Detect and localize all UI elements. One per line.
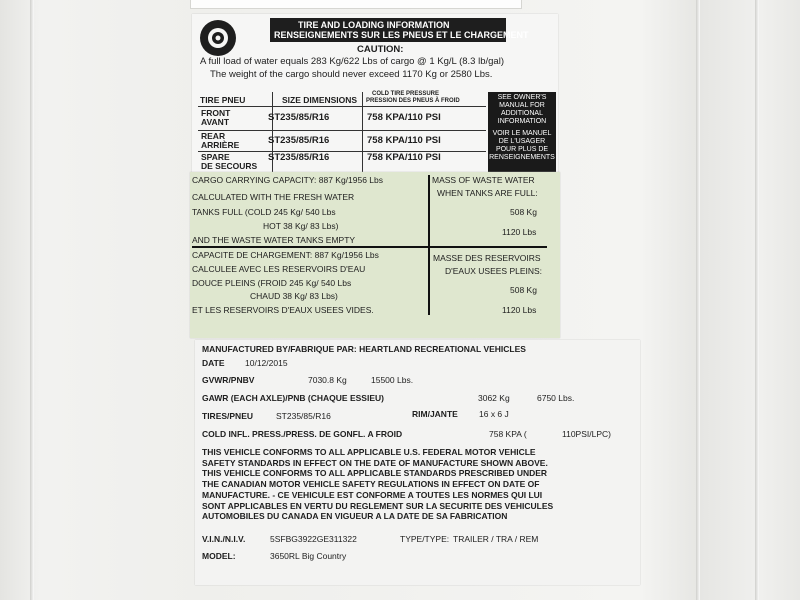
- manufacturer-line: MANUFACTURED BY/FABRIQUE PAR: HEARTLAND RECREATIONAL VEHICLES: [202, 344, 526, 354]
- type-label: TYPE/TYPE:: [400, 534, 450, 544]
- cargo-en-4: HOT 38 Kg/ 83 Lbs): [263, 221, 339, 231]
- vin-label: V.I.N./N.I.V.: [202, 534, 246, 544]
- header-line-2: RENSEIGNEMENTS SUR LES PNEUS ET LE CHARGEMENT: [274, 30, 529, 40]
- gawr-kg: 3062 Kg: [478, 393, 510, 403]
- waste-fr-4: 1120 Lbs: [502, 305, 537, 315]
- owners-line: DE L'USAGER: [498, 138, 546, 145]
- cargo-en-1: CARGO CARRYING CAPACITY: 887 Kg/1956 Lbs: [192, 175, 384, 185]
- tire-row-front: [201, 109, 230, 127]
- tire-pos-fr: ARRIÈRE: [201, 140, 240, 150]
- tire-pressure: 758 KPA/110 PSI: [367, 152, 441, 163]
- cargo-en-2: CALCULATED WITH THE FRESH WATER: [192, 192, 355, 202]
- cargo-fr-1: CAPACITE DE CHARGEMENT: 887 Kg/1956 Lbs: [192, 250, 379, 260]
- col-pressure-header-1: COLD TIRE PRESSURE: [372, 91, 440, 97]
- tire-icon: [198, 18, 238, 58]
- model-label: MODEL:: [202, 551, 236, 561]
- statement-line: AUTOMOBILES DU CANADA EN VIGUEUR A LA DATE DE SA FABRICATION: [202, 511, 508, 522]
- statement-line: SONT APPLICABLES EN VERTU DU REGLEMENT SUR LA SECURITE DES VEHICULES: [202, 500, 554, 511]
- table-rule: [198, 151, 486, 152]
- col-tire-header: TIRE PNEU: [200, 95, 246, 105]
- vin-value: 5SFBG3922GE311322: [270, 534, 357, 544]
- waste-fr-1: MASSE DES RESERVOIRS: [433, 253, 541, 263]
- waste-en-2: WHEN TANKS ARE FULL:: [437, 188, 538, 198]
- tire-pos-fr: DE SECOURS: [201, 161, 258, 171]
- statement-line: THE CANADIAN MOTOR VEHICLE SAFETY REGULATIONS IN EFFECT ON DATE OF: [202, 479, 540, 490]
- tire-row-spare: [201, 153, 257, 171]
- owners-line: SEE OWNER'S: [497, 94, 547, 101]
- tire-size: ST235/85/R16: [268, 152, 330, 163]
- table-rule: [362, 92, 363, 172]
- rim-value: 16 x 6 J: [479, 409, 509, 419]
- col-pressure-header-2: PRESSION DES PNEUS À FROID: [366, 98, 460, 104]
- tire-pos-fr: AVANT: [201, 117, 230, 127]
- cargo-fr-5: ET LES RESERVOIRS D'EAUX USEES VIDES.: [192, 305, 374, 315]
- waste-en-1: MASS OF WASTE WATER: [432, 175, 535, 185]
- header-line-1: TIRE AND LOADING INFORMATION: [298, 20, 450, 30]
- cargo-en-5: AND THE WASTE WATER TANKS EMPTY: [192, 235, 356, 245]
- cargo-fr-4: CHAUD 38 Kg/ 83 Lbs): [250, 291, 338, 301]
- gvwr-lbs: 15500 Lbs.: [371, 375, 414, 385]
- date-label: DATE: [202, 358, 225, 368]
- tire-pressure: 758 KPA/110 PSI: [367, 135, 441, 146]
- gvwr-label: GVWR/PNBV: [202, 375, 255, 385]
- caution-title: CAUTION:: [357, 44, 404, 55]
- waste-fr-2: D'EAUX USEES PLEINS:: [445, 266, 543, 276]
- type-value: TRAILER / TRA / REM: [453, 534, 539, 544]
- tire-pos: FRONT: [201, 108, 231, 118]
- cargo-divider: [428, 175, 430, 315]
- statement-line: THIS VEHICLE CONFORMS TO ALL APPLICABLE STANDARDS PRESCRIBED UNDER: [202, 468, 548, 479]
- cold-pressure-label: COLD INFL. PRESS./PRESS. DE GONFL. A FROID: [202, 429, 403, 439]
- wall-seam-far-right: [755, 0, 759, 600]
- tire-pressure: 758 KPA/110 PSI: [367, 112, 441, 123]
- table-rule: [198, 106, 486, 107]
- statement-line: MANUFACTURE. - CE VEHICULE EST CONFORME A TOUTES LES NORMES QUI LUI: [202, 489, 543, 500]
- cold-pressure-psi: 110PSI/LPC): [562, 429, 611, 439]
- cargo-fr-2: CALCULEE AVEC LES RESERVOIRS D'EAU: [192, 264, 366, 274]
- gvwr-kg: 7030.8 Kg: [308, 375, 347, 385]
- tires-value: ST235/85/R16: [276, 411, 331, 421]
- wall-seam-left: [30, 0, 34, 600]
- tire-info-header: [270, 18, 529, 42]
- model-value: 3650RL Big Country: [270, 551, 347, 561]
- tires-label: TIRES/PNEU: [202, 411, 254, 421]
- caution-line-1: A full load of water equals 283 Kg/622 Lbs of cargo @ 1 Kg/L (8.3 lb/gal): [200, 56, 504, 67]
- owners-line: VOIR LE MANUEL: [492, 130, 552, 137]
- gawr-label: GAWR (EACH AXLE)/PNB (CHAQUE ESSIEU): [202, 393, 384, 403]
- conformity-statement: [202, 447, 553, 522]
- owners-line: POUR PLUS DE: [495, 146, 549, 153]
- tire-pos: SPARE: [201, 152, 230, 162]
- cargo-en-3: TANKS FULL (COLD 245 Kg/ 540 Lbs: [192, 207, 336, 217]
- owners-line: MANUAL FOR: [499, 102, 545, 109]
- owners-line: ADDITIONAL: [500, 110, 543, 117]
- statement-line: SAFETY STANDARDS IN EFFECT ON THE DATE OF MANUFACTURE SHOWN ABOVE.: [202, 457, 548, 468]
- tire-pos: REAR: [201, 131, 226, 141]
- waste-fr-3: 508 Kg: [510, 285, 537, 295]
- tire-row-rear: [201, 132, 239, 150]
- cold-pressure-kpa: 758 KPA (: [489, 429, 527, 439]
- cargo-divider: [192, 246, 547, 248]
- upper-sticker-edge: [190, 0, 522, 9]
- table-rule: [198, 130, 486, 131]
- date-value: 10/12/2015: [245, 358, 288, 368]
- caution-line-2: The weight of the cargo should never exceed 1170 Kg or 2580 Lbs.: [210, 69, 493, 80]
- waste-en-3: 508 Kg: [510, 207, 537, 217]
- waste-en-4: 1120 Lbs: [502, 227, 537, 237]
- gawr-lbs: 6750 Lbs.: [537, 393, 575, 403]
- wall-seam-right: [696, 0, 700, 600]
- rim-label: RIM/JANTE: [412, 409, 458, 419]
- owners-manual-box: [488, 92, 556, 172]
- statement-line: THIS VEHICLE CONFORMS TO ALL APPLICABLE U.S. FEDERAL MOTOR VEHICLE: [202, 447, 536, 457]
- tire-size: ST235/85/R16: [268, 112, 330, 123]
- cargo-fr-3: DOUCE PLEINS (FROID 245 Kg/ 540 Lbs: [192, 278, 352, 288]
- col-size-header: SIZE DIMENSIONS: [282, 95, 358, 105]
- tire-size: ST235/85/R16: [268, 135, 330, 146]
- owners-line: INFORMATION: [497, 118, 547, 125]
- owners-line: RENSEIGNEMENTS: [489, 154, 555, 161]
